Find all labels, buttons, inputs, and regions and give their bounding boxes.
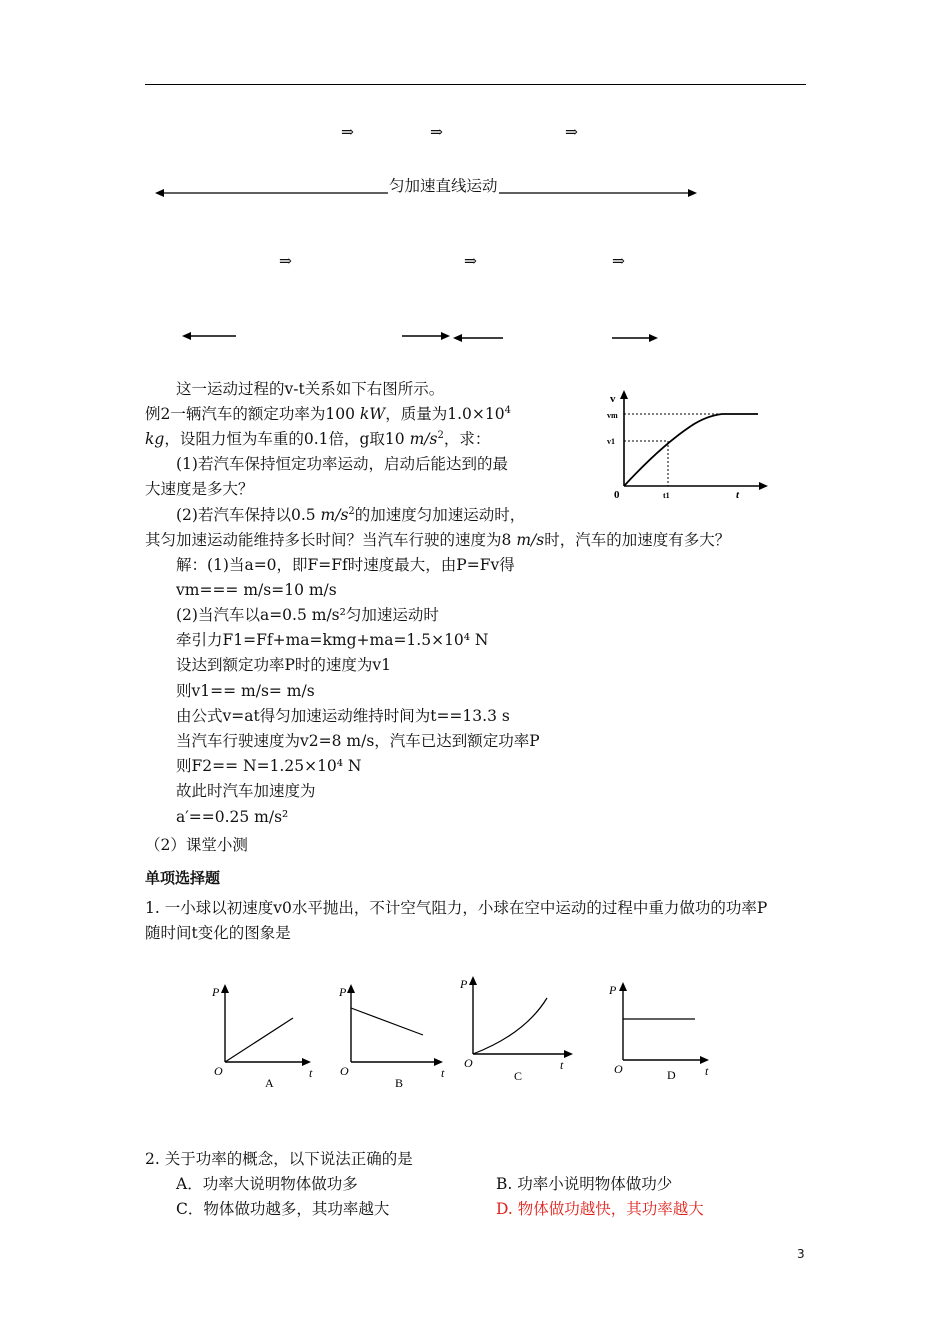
span-label: 匀加速直线运动 bbox=[388, 174, 499, 199]
graph-option-a[interactable] bbox=[205, 980, 325, 1092]
graph-a-p: P bbox=[212, 985, 220, 999]
arrow-left-2 bbox=[453, 332, 505, 344]
quiz-heading: （2）课堂小测 bbox=[145, 836, 248, 854]
solution-line-1: 解：(1)当a=0，即F=Ff时速度最大，由P=Fv得 bbox=[176, 556, 515, 574]
solution-line-4: 牵引力F1=Ff+ma=kmg+ma=1.5×10⁴ N bbox=[176, 631, 489, 649]
section-title: 单项选择题 bbox=[145, 869, 221, 887]
vt-origin-label: 0 bbox=[614, 489, 620, 501]
vt-t1-label: t1 bbox=[663, 491, 670, 500]
example2-part1-a: (1)若汽车保持恒定功率运动，启动后能达到的最 bbox=[176, 455, 508, 473]
graph-a-label: A bbox=[265, 1076, 274, 1090]
graph-d-label: D bbox=[667, 1068, 676, 1082]
option-b[interactable]: B. 功率小说明物体做功少 bbox=[496, 1175, 673, 1193]
vt-y-label: v bbox=[610, 393, 616, 405]
graph-option-d[interactable] bbox=[603, 978, 723, 1090]
graph-option-b[interactable] bbox=[333, 980, 453, 1092]
arrow-left-1 bbox=[182, 330, 238, 342]
implies-arrow-4: ⇒ bbox=[279, 252, 292, 270]
example2-part1-b: 大速度是多大？ bbox=[145, 480, 254, 498]
graph-d-o: O bbox=[614, 1062, 623, 1076]
arrow-right-1 bbox=[402, 330, 450, 342]
implies-arrow-2: ⇒ bbox=[430, 123, 443, 141]
example2-line2: kg，设阻力恒为车重的0.1倍，g取10 $m/s^2$，求： bbox=[145, 429, 491, 448]
solution-line-2: vm=== m/s=10 m/s bbox=[176, 581, 337, 599]
option-a[interactable]: A．功率大说明物体做功多 bbox=[176, 1175, 358, 1193]
graph-b-p: P bbox=[339, 985, 347, 999]
question-1-line-2: 随时间t变化的图象是 bbox=[145, 924, 291, 942]
graph-b-label: B bbox=[395, 1076, 404, 1090]
example2-part2-a: (2)若汽车保持以0.5 $m/s^2$的加速度匀加速运动时， bbox=[176, 505, 526, 524]
solution-line-7: 由公式v=at得匀加速运动维持时间为t==13.3 s bbox=[176, 707, 510, 725]
solution-line-9: 则F2== N=1.25×10⁴ N bbox=[176, 757, 362, 775]
implies-arrow-5: ⇒ bbox=[464, 252, 477, 270]
implies-arrow-6: ⇒ bbox=[612, 252, 625, 270]
header-rule bbox=[145, 84, 806, 85]
graph-c-t: t bbox=[560, 1058, 564, 1072]
graph-d-p: P bbox=[609, 983, 617, 997]
graph-a-o: O bbox=[214, 1064, 223, 1078]
question-2: 2. 关于功率的概念，以下说法正确的是 bbox=[145, 1150, 413, 1168]
vt-v1-label: v1 bbox=[607, 437, 615, 446]
graph-c-o: O bbox=[464, 1056, 473, 1070]
solution-line-11: a′==0.25 m/s² bbox=[176, 808, 289, 826]
option-c[interactable]: C．物体做功越多，其功率越大 bbox=[176, 1200, 390, 1218]
solution-line-10: 故此时汽车加速度为 bbox=[176, 782, 316, 800]
vt-x-label: t bbox=[736, 489, 740, 501]
vt-graph bbox=[606, 388, 771, 503]
vt-intro: 这一运动过程的v-t关系如下右图所示。 bbox=[176, 380, 445, 398]
solution-line-8: 当汽车行驶速度为v2=8 m/s，汽车已达到额定功率P bbox=[176, 732, 540, 750]
implies-arrow-3: ⇒ bbox=[565, 123, 578, 141]
option-d-answer[interactable]: D. 物体做功越快，其功率越大 bbox=[496, 1200, 704, 1218]
graph-d-t: t bbox=[705, 1064, 709, 1078]
vt-vm-label: vm bbox=[607, 411, 618, 420]
graph-c-label: C bbox=[514, 1069, 523, 1083]
implies-arrow-1: ⇒ bbox=[341, 123, 354, 141]
solution-line-5: 设达到额定功率P时的速度为v1 bbox=[176, 656, 392, 674]
graph-b-o: O bbox=[340, 1064, 349, 1078]
example2-part2-b: 其匀加速运动能维持多长时间？当汽车行驶的速度为8 m/s时，汽车的加速度有多大？ bbox=[145, 531, 731, 549]
example2-line1: 例2一辆汽车的额定功率为100 kW，质量为$1.0\times 10^4$ bbox=[145, 404, 511, 423]
graph-b-t: t bbox=[441, 1066, 445, 1080]
arrow-right-2 bbox=[612, 332, 658, 344]
question-1-line-1: 1. 一小球以初速度v0水平抛出，不计空气阻力，小球在空中运动的过程中重力做功的功率P bbox=[145, 899, 768, 917]
page-number: 3 bbox=[797, 1247, 805, 1261]
graph-option-c[interactable] bbox=[455, 972, 585, 1084]
graph-c-p: P bbox=[460, 977, 468, 991]
graph-a-t: t bbox=[309, 1066, 313, 1080]
solution-line-3: (2)当汽车以a=0.5 m/s²匀加速运动时 bbox=[176, 606, 439, 624]
solution-line-6: 则v1== m/s= m/s bbox=[176, 682, 315, 700]
